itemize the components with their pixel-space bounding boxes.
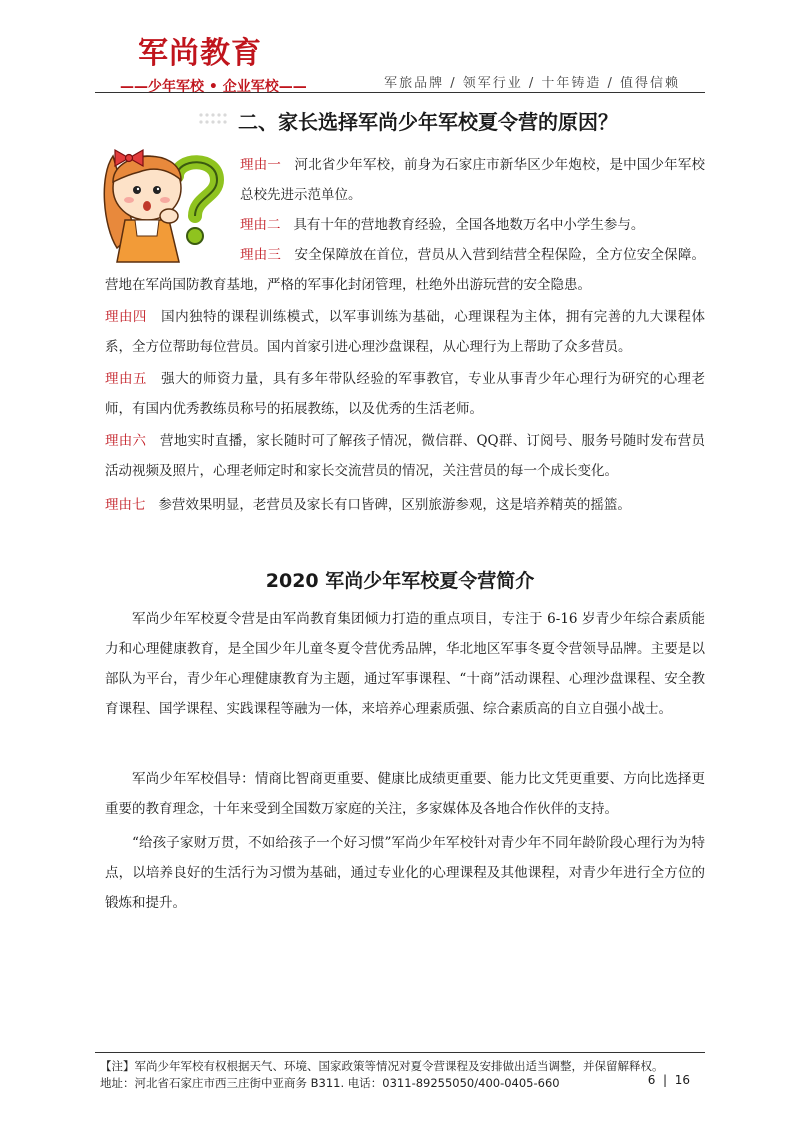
logo-subtitle: ——少年军校 • 企业军校——	[120, 79, 307, 95]
reason-2	[240, 210, 705, 240]
reason-label: 理由二	[240, 217, 281, 233]
reason-text: 参营效果明显，老营员及家长有口皆碑，区别旅游参观，这是培养精英的摇篮。	[158, 497, 631, 513]
reason-label: 理由七	[105, 497, 146, 513]
reason-5	[105, 364, 705, 424]
header-slogan: 军旅品牌 / 领军行业 / 十年铸造 / 值得信赖	[384, 76, 680, 91]
footer-address: 地址：河北省石家庄市西三庄街中亚商务 B311. 电话：0311-89255050/400-0405-660	[100, 1076, 560, 1090]
page-number	[648, 1073, 690, 1087]
page-total: 16	[674, 1073, 690, 1087]
reason-label: 理由三	[240, 247, 282, 263]
reason-4	[105, 302, 705, 362]
reason-6	[105, 426, 705, 486]
reason-text: 河北省少年军校，前身为石家庄市新华区少年炮校，是中国少年军校总校先进示范单位。	[240, 157, 706, 203]
reason-3	[105, 240, 705, 300]
page-separator: |	[663, 1073, 668, 1087]
page-current: 6	[647, 1073, 656, 1087]
reason-1	[240, 150, 705, 210]
header-divider	[95, 92, 705, 93]
intro-paragraph-3: “给孩子家财万贯，不如给孩子一个好习惯”军尚少年军校针对青少年不同年龄阶段心理行为为特点，以培养良好的生活行为习惯为基础，通过专业化的心理课程及其他课程，对青少年进行全方位的锻炼和提升。	[105, 835, 705, 911]
logo	[120, 28, 307, 96]
reason-label: 理由五	[105, 371, 147, 387]
footer-divider	[95, 1052, 705, 1053]
reason-text: 营地实时直播，家长随时可了解孩子情况，微信群、QQ群、订阅号、服务号随时发布营员活动视频及照片，心理老师定时和家长交流营员的情况，关注营员的每一个成长变化。	[105, 433, 706, 479]
intro-paragraph-1: 军尚少年军校夏令营是由军尚教育集团倾力打造的重点项目，专注于 6-16 岁青少年综合素质能力和心理健康教育，是全国少年儿童冬夏令营优秀品牌，华北地区军事冬夏令营领导品牌。主要是以部队为平台，青少年心理健康教育为主题，通过军事课程、“十商”活动课程、心理沙盘课程、安全教育课程、国学课程、实践课程等融为一体，来培养心理素质强、综合素质高的自立自强小战士。	[105, 611, 705, 717]
reason-text: 强大的师资力量，具有多年带队经验的军事教官，专业从事青少年心理行为研究的心理老师，有国内优秀教练员称号的拓展教练，以及优秀的生活老师。	[105, 371, 706, 417]
reason-text: 安全保障放在首位，营员从入营到结营全程保险，全方位安全保障。营地在军尚国防教育基地，严格的军事化封闭管理，杜绝外出游玩营的安全隐患。	[105, 247, 706, 293]
logo-name: 军尚教育	[138, 36, 262, 71]
reason-label: 理由六	[105, 433, 147, 449]
section-title-intro: 2020 军尚少年军校夏令营简介	[265, 570, 535, 592]
intro-paragraph-2: 军尚少年军校倡导：情商比智商更重要、健康比成绩更重要、能力比文凭更重要、方向比选择更重要的教育理念，十年来受到全国数万家庭的关注，多家媒体及各地合作伙伴的支持。	[105, 771, 705, 817]
reason-text: 国内独特的课程训练模式，以军事训练为基础，心理课程为主体，拥有完善的九大课程体系，全方位帮助每位营员。国内首家引进心理沙盘课程，从心理行为上帮助了众多营员。	[105, 309, 706, 355]
footer-note: 【注】军尚少年军校有权根据天气、环境、国家政策等情况对夏令营课程及安排做出适当调整，并保留解释权。	[100, 1059, 664, 1073]
reason-label: 理由四	[105, 309, 147, 325]
reason-7	[105, 490, 705, 520]
reason-label: 理由一	[240, 157, 282, 173]
reason-text: 具有十年的营地教育经验，全国各地数万名中小学生参与。	[293, 217, 645, 233]
section-title-reasons: 二、家长选择军尚少年军校夏令营的原因？	[238, 110, 618, 134]
decorative-dots-icon	[198, 112, 228, 126]
